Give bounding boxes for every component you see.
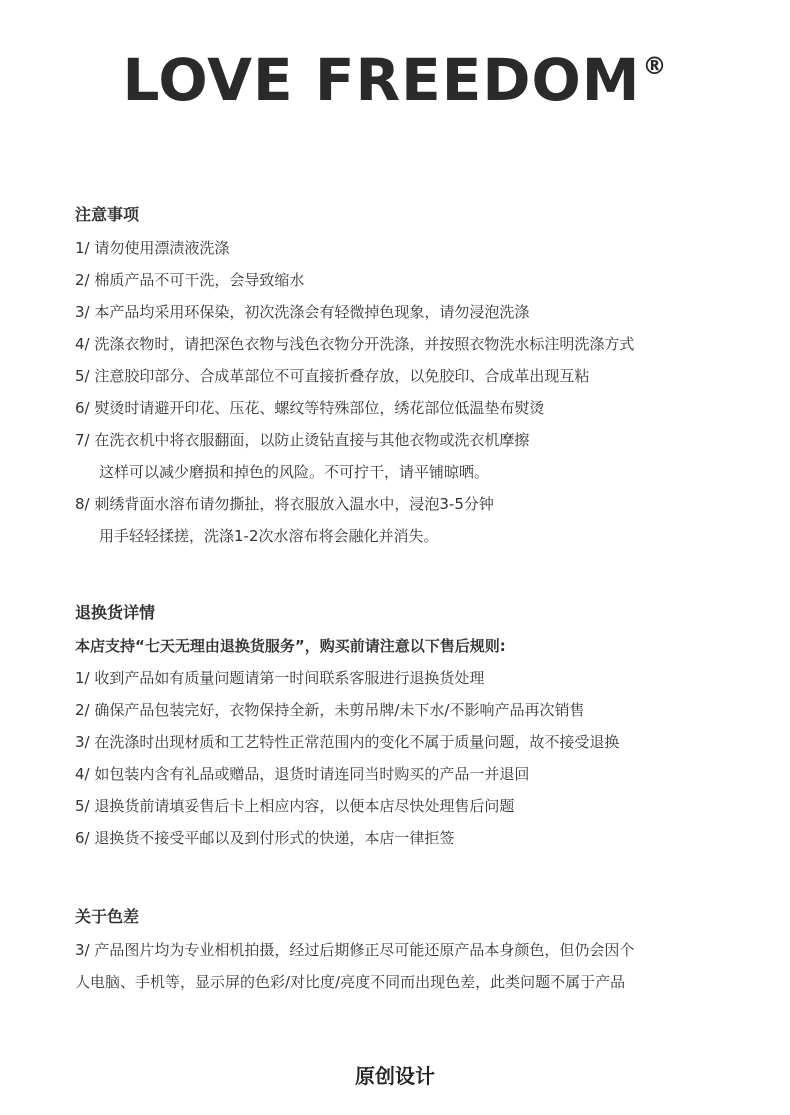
color-list: [75, 934, 735, 998]
content: [75, 198, 735, 998]
care-line-2: 2/ 棉质产品不可干洗，会导致缩水: [75, 271, 305, 289]
returns-line-1: 1/ 收到产品如有质量问题请第一时间联系客服进行退换货处理: [75, 669, 485, 687]
footer-label: 原创设计: [355, 1064, 435, 1088]
care-line-4: 4/ 洗涤衣物时，请把深色衣物与浅色衣物分开洗涤，并按照衣物洗水标注明洗涤方式: [75, 335, 635, 353]
care-line-6: 6/ 熨烫时请避开印花、压花、螺纹等特殊部位，绣花部位低温垫布熨烫: [75, 399, 545, 417]
returns-section: [75, 596, 735, 854]
color-line-2: 人电脑、手机等，显示屏的色彩/对比度/亮度不同而出现色差，此类问题不属于产品: [75, 973, 626, 991]
color-section: [75, 900, 735, 998]
returns-list: [75, 662, 735, 854]
color-title: 关于色差: [75, 907, 140, 926]
care-line-7-cont: 这样可以减少磨损和掉色的风险。不可拧干，请平铺晾晒。: [99, 463, 490, 481]
returns-title: 退换货详情: [75, 603, 156, 622]
care-line-5: 5/ 注意胶印部分、合成革部位不可直接折叠存放，以免胶印、合成革出现互粘: [75, 367, 590, 385]
care-title: 注意事项: [75, 205, 140, 224]
returns-intro: 本店支持“七天无理由退换货服务”，购买前请注意以下售后规则:: [75, 637, 506, 655]
returns-line-6: 6/ 退换货不接受平邮以及到付形式的快递，本店一律拒签: [75, 829, 455, 847]
registered-mark: ®: [642, 52, 668, 80]
returns-line-4: 4/ 如包装内含有礼品或赠品，退货时请连同当时购买的产品一并退回: [75, 765, 530, 783]
care-list: [75, 232, 735, 552]
care-line-8-cont: 用手轻轻揉搓，洗涤1-2次水溶布将会融化并消失。: [99, 527, 439, 545]
care-line-3: 3/ 本产品均采用环保染，初次洗涤会有轻微掉色现象，请勿浸泡洗涤: [75, 303, 530, 321]
care-line-1: 1/ 请勿使用漂渍液洗涤: [75, 239, 230, 257]
brand-logo: [0, 46, 790, 114]
care-line-7: 7/ 在洗衣机中将衣服翻面，以防止烫钻直接与其他衣物或洗衣机摩擦: [75, 431, 530, 449]
brand-name: LOVE FREEDOM: [122, 46, 641, 114]
care-section: [75, 198, 735, 552]
returns-line-2: 2/ 确保产品包装完好，衣物保持全新，未剪吊牌/未下水/不影响产品再次销售: [75, 701, 585, 719]
returns-line-5: 5/ 退换货前请填妥售后卡上相应内容，以便本店尽快处理售后问题: [75, 797, 515, 815]
returns-line-3: 3/ 在洗涤时出现材质和工艺特性正常范围内的变化不属于质量问题，故不接受退换: [75, 733, 620, 751]
color-line-1: 3/ 产品图片均为专业相机拍摄，经过后期修正尽可能还原产品本身颜色，但仍会因个: [75, 941, 635, 959]
care-line-8: 8/ 刺绣背面水溶布请勿撕扯，将衣服放入温水中，浸泡3-5分钟: [75, 495, 494, 513]
